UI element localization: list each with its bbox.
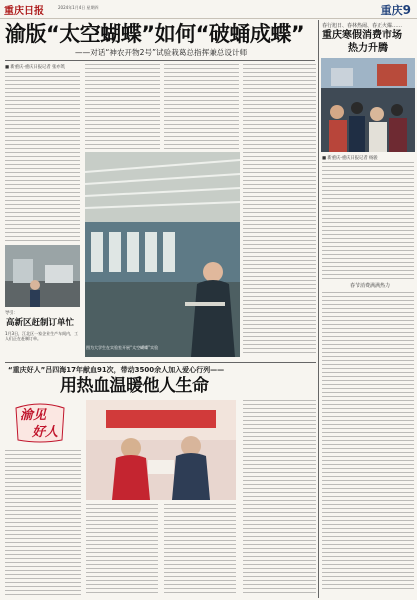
- lead-body-col5: [243, 244, 316, 356]
- thumb-kicker: 导引：: [5, 311, 18, 316]
- lead-body-col4: [243, 64, 316, 242]
- lead-body-col1: [5, 72, 80, 242]
- side-kicker: 春行旭日、春林热闹、春正火爆……: [322, 23, 403, 29]
- factory-thumb-photo: [5, 245, 80, 307]
- sidebar-section-label: 春节消费满满热力: [349, 283, 390, 289]
- bottom-body-col3: [164, 504, 236, 595]
- lead-subheadline: ——对话“神农开物2号”试验栽葛总指挥兼总设计师: [75, 48, 248, 57]
- badge-line2: 好人: [32, 425, 59, 440]
- section-divider: [5, 362, 316, 363]
- bottom-body-col4: [243, 400, 316, 595]
- lead-headline: 渝版“太空蝴蝶”如何“破蛹成蝶”: [5, 22, 305, 46]
- newspaper-logo: 重庆日报: [4, 6, 44, 17]
- sidebar-body-text: [322, 162, 414, 282]
- sidebar-photo: [321, 58, 415, 152]
- lead-photo-caption: 图为大学生在实验室开展“太空蝴蝶”实验: [86, 345, 159, 350]
- sidebar-body-text-2: [322, 292, 414, 592]
- issue-date: 2024年1月4日 星期四: [58, 5, 99, 10]
- blood-donation-image: [86, 400, 236, 500]
- thumb-caption: 1月3日，江北区一家企业生产车间内，工人们正在赶制订单。: [5, 331, 79, 341]
- bottom-body-col2: [86, 504, 158, 595]
- side-headline-line2: 热力升腾: [348, 43, 388, 54]
- headline-divider: [5, 60, 315, 61]
- bottom-kicker: “重庆好人”吕四海17年献血91次，带动3500余人加入爱心行列——: [8, 366, 225, 374]
- workshop-image: [5, 245, 80, 307]
- bottom-headline: 用热血温暖他人生命: [60, 376, 209, 396]
- section-name: 重庆: [380, 4, 403, 17]
- page-label: [381, 2, 411, 18]
- badge-line1: 渝见: [20, 408, 47, 423]
- silk-factory-image: [85, 152, 240, 357]
- page-number: 9: [402, 3, 411, 17]
- right-column-divider: [318, 20, 319, 598]
- lead-body-col3: [164, 64, 239, 150]
- sidebar-byline: ■ 新重庆-重庆日报记者 杨骏: [322, 156, 378, 161]
- lead-photo: [85, 152, 240, 357]
- side-headline-line1: 重庆寒假消费市场: [322, 30, 402, 41]
- lead-body-col2: [85, 64, 160, 150]
- thumb-headline: 高新区赶制订单忙: [6, 318, 75, 328]
- blood-donation-photo: [86, 400, 236, 500]
- masthead: [0, 0, 417, 19]
- bottom-body-col1: [5, 450, 81, 595]
- lead-byline: ■ 新重庆-重庆日报记者 张亦筑: [5, 65, 65, 70]
- good-person-badge: [12, 400, 68, 444]
- market-crowd-image: [321, 58, 415, 152]
